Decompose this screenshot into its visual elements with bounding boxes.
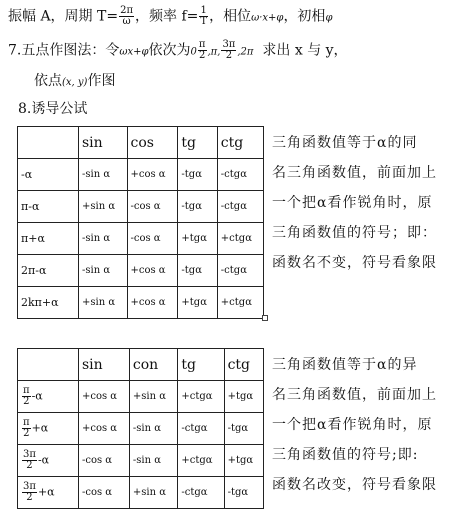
value-pi: ,π,	[207, 46, 221, 58]
cell-tg: +ctgα	[178, 445, 224, 477]
arg-fraction	[22, 418, 31, 439]
header-sin: sin	[79, 127, 128, 159]
cell-ctg: +tgα	[224, 445, 263, 477]
period-fraction	[119, 6, 134, 27]
explanation-co-function	[272, 350, 437, 500]
arg-fraction	[22, 386, 31, 407]
induction-table-co-function	[17, 348, 264, 509]
arg-denominator: 2	[23, 428, 30, 439]
row-arg: 2π-α	[18, 255, 79, 287]
table-row	[18, 159, 264, 191]
explanation-line: 三角函数值的符号；即：	[272, 225, 437, 241]
three-half-pi-numerator: 3π	[222, 39, 236, 50]
explanation-line: 一个把α看作锐角时，原	[272, 417, 433, 433]
text-solve-x-y: 求出 x 与 y，	[262, 42, 348, 59]
cell-cos: +cos α	[127, 159, 178, 191]
half-pi-denominator: 2	[199, 50, 206, 61]
cell-cos: +cos α	[127, 287, 178, 319]
table-row	[18, 287, 264, 319]
amplitude-period-line	[8, 6, 332, 28]
arg-denominator: 2	[23, 396, 30, 407]
cell-con: -sin α	[129, 413, 178, 445]
cell-sin: -cos α	[79, 445, 130, 477]
arg-numerator: 3π	[23, 481, 36, 492]
period-denominator: ω	[122, 16, 131, 27]
arg-denominator: 2	[26, 492, 33, 503]
explanation-line: 三角函数值等于α的同	[272, 135, 418, 151]
table-row	[18, 477, 264, 509]
table-row	[18, 223, 264, 255]
text-by-points: 依点	[34, 73, 62, 89]
arg-numerator: π	[23, 385, 30, 396]
arg-op: +α	[31, 421, 49, 435]
text-amplitude-period: 振幅 A，周期 T=	[8, 8, 119, 25]
explanation-line: 一个把α看作锐角时，原	[272, 195, 433, 211]
explanation-line: 三角函数值等于α的异	[272, 357, 418, 373]
point-xy: (x, y)	[62, 77, 88, 88]
five-point-method-line	[8, 40, 348, 62]
value-two-pi: ,2π	[237, 46, 254, 58]
text-initial-phase: ，初相	[283, 8, 326, 25]
cell-tg: -tgα	[178, 255, 217, 287]
cell-tg: +tgα	[178, 223, 217, 255]
phase-expression: ω·x+φ	[251, 12, 284, 24]
arg-denominator: 2	[26, 460, 33, 471]
three-half-pi-denominator: 2	[225, 50, 233, 61]
cell-cos: -cos α	[127, 191, 178, 223]
cell-ctg: +ctgα	[217, 223, 263, 255]
table-row	[18, 413, 264, 445]
row-arg: π-α	[18, 191, 79, 223]
row-arg: π+α	[18, 223, 79, 255]
half-pi-numerator: π	[198, 39, 206, 50]
cell-tg: -tgα	[178, 191, 217, 223]
cell-sin: -sin α	[79, 159, 128, 191]
cell-ctg: -ctgα	[217, 159, 263, 191]
explanation-line: 函数名改变，符号看象限	[272, 477, 437, 493]
cell-tg: -ctgα	[178, 477, 224, 509]
cell-sin: +cos α	[79, 413, 130, 445]
arg-op: -α	[31, 389, 43, 403]
arg-fraction	[22, 450, 37, 471]
cell-ctg: +tgα	[224, 381, 263, 413]
header-con: con	[129, 349, 178, 381]
table-row	[18, 191, 264, 223]
cell-ctg: -ctgα	[217, 255, 263, 287]
text-in-turn: 依次为	[148, 42, 191, 59]
frequency-fraction	[199, 6, 208, 27]
explanation-line: 三角函数值的符号;即:	[272, 447, 419, 463]
row-arg: -α	[18, 159, 79, 191]
text-frequency: ，频率 f=	[135, 8, 199, 25]
cell-tg: -ctgα	[178, 413, 224, 445]
cell-cos: +cos α	[127, 255, 178, 287]
arg-op: +α	[37, 485, 55, 499]
value-zero: 0	[190, 46, 197, 58]
cell-con: +sin α	[129, 381, 178, 413]
plot-points-line	[34, 72, 115, 92]
frequency-denominator: T	[200, 16, 208, 27]
corner-cell	[18, 127, 79, 159]
explanation-same-name	[272, 128, 437, 278]
initial-phase-symbol: φ	[325, 12, 333, 24]
arg-op: -α	[37, 453, 50, 467]
header-ctg: ctg	[217, 127, 263, 159]
header-cos: cos	[127, 127, 178, 159]
cell-sin: +cos α	[79, 381, 130, 413]
table-row	[18, 445, 264, 477]
header-tg: tg	[178, 127, 217, 159]
explanation-line: 函数名不变，符号看象限	[272, 255, 437, 271]
table-row	[18, 255, 264, 287]
header-tg: tg	[178, 349, 224, 381]
row-arg	[18, 413, 79, 445]
half-pi-fraction	[198, 40, 207, 61]
cell-cos: -cos α	[127, 223, 178, 255]
resize-handle[interactable]	[262, 315, 268, 321]
row-arg	[18, 477, 79, 509]
three-half-pi-fraction	[221, 40, 236, 61]
cell-ctg: -tgα	[224, 477, 263, 509]
row-arg: 2kπ+α	[18, 287, 79, 319]
text-five-point-intro: 7.五点作图法：令	[8, 42, 120, 59]
cell-sin: -sin α	[79, 223, 128, 255]
cell-ctg: -tgα	[224, 413, 263, 445]
cell-con: +sin α	[129, 477, 178, 509]
cell-ctg: -ctgα	[217, 191, 263, 223]
arg-fraction	[22, 482, 37, 503]
table-header-row	[18, 127, 264, 159]
induction-table-same-name	[17, 126, 264, 319]
header-ctg: ctg	[224, 349, 263, 381]
text-phase-label: ，相位	[209, 8, 252, 25]
row-arg	[18, 445, 79, 477]
frequency-numerator: 1	[200, 5, 207, 16]
cell-ctg: +ctgα	[217, 287, 263, 319]
explanation-line: 名三角函数值，前面加上	[272, 165, 437, 181]
period-numerator: 2π	[120, 5, 134, 16]
table-row	[18, 381, 264, 413]
header-sin: sin	[79, 349, 130, 381]
arg-numerator: 3π	[23, 449, 36, 460]
arg-numerator: π	[23, 417, 30, 428]
corner-cell	[18, 349, 79, 381]
cell-tg: +tgα	[178, 287, 217, 319]
cell-tg: +ctgα	[178, 381, 224, 413]
cell-sin: -sin α	[79, 255, 128, 287]
cell-con: -sin α	[129, 445, 178, 477]
cell-sin: +sin α	[79, 191, 128, 223]
text-plot: 作图	[87, 73, 116, 89]
row-arg	[18, 381, 79, 413]
cell-tg: -tgα	[178, 159, 217, 191]
section-title: 8.诱导公试	[18, 101, 88, 117]
explanation-line: 名三角函数值，前面加上	[272, 387, 437, 403]
cell-sin: -cos α	[79, 477, 130, 509]
five-point-expression: ωx+φ	[119, 46, 149, 58]
cell-sin: +sin α	[79, 287, 128, 319]
table-header-row	[18, 349, 264, 381]
